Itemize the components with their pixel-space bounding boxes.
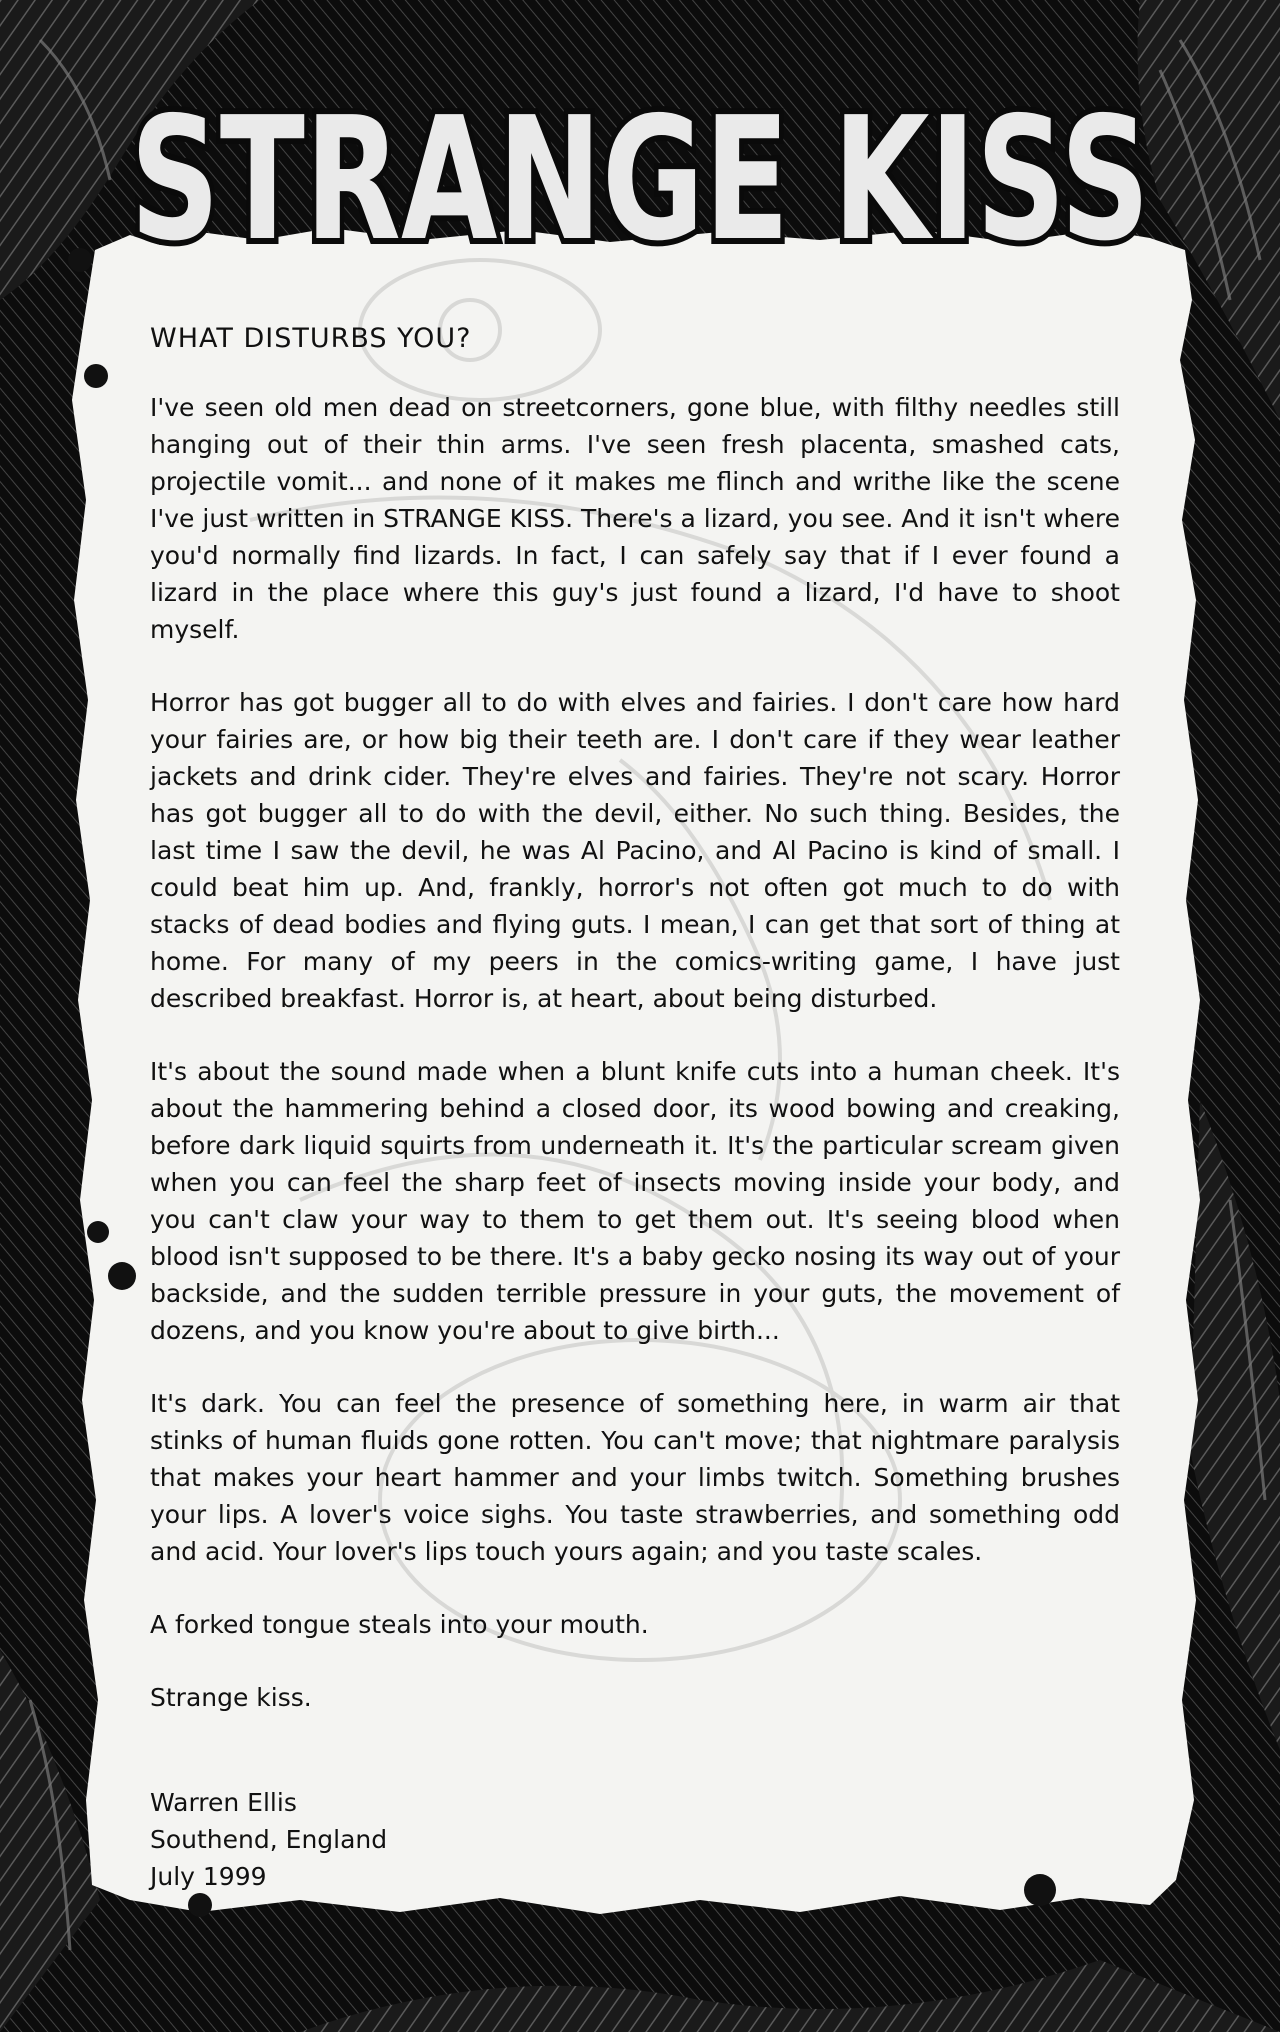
line-forked-tongue: A forked tongue steals into your mouth. <box>150 1610 649 1639</box>
line-strange-kiss: Strange kiss. <box>150 1683 312 1712</box>
author-location: Southend, England <box>150 1825 388 1854</box>
paragraph-1: I've seen old men dead on streetcorners, gone blue, with filthy needles still hanging out of their thin arms. I've seen fresh placenta, smashed cats, projectile vomit... and none of it makes me flinch and writhe like the scene I've just written in STRANGE KISS. There's a lizard, you see. And it isn't where you'd normally find lizards. In fact, I can safely say that if I ever found a lizard in the place where this guy's just found a lizard, I'd have to shoot myself. <box>150 393 1120 644</box>
essay-heading: WHAT DISTURBS YOU? <box>150 323 472 354</box>
essay-text <box>150 320 1120 1895</box>
author-name: Warren Ellis <box>150 1788 297 1817</box>
paragraph-4: It's dark. You can feel the presence of something here, in warm air that stinks of human fluids gone rotten. You can't move; that nightmare paralysis that makes your heart hammer and your limbs twitch. Something brushes your lips. A lover's voice sighs. You taste strawberries, and something odd and acid. Your lover's lips touch yours again; and you taste scales. <box>150 1389 1120 1566</box>
paragraph-2: Horror has got bugger all to do with elves and fairies. I don't care how hard your fairies are, or how big their teeth are. I don't care if they wear leather jackets and drink cider. They're elves and fairies. They're not scary. Horror has got bugger all to do with the devil, either. No such thing. Besides, the last time I saw the devil, he was Al Pacino, and Al Pacino is kind of small. I could beat him up. And, frankly, horror's not often got much to do with stacks of dead bodies and flying guts. I mean, I can get that sort of thing at home. For many of my peers in the comics-writing game, I have just described breakfast. Horror is, at heart, about being disturbed. <box>150 688 1120 1013</box>
signature-block <box>150 1784 1120 1895</box>
author-date: July 1999 <box>150 1862 267 1891</box>
paragraph-3: It's about the sound made when a blunt knife cuts into a human cheek. It's about the hammering behind a closed door, its wood bowing and creaking, before dark liquid squirts from underneath it. It's the particular scream given when you can feel the sharp feet of insects moving inside your body, and you can't claw your way to them to get them out. It's seeing blood when blood isn't supposed to be there. It's a baby gecko nosing its way out of your backside, and the sudden terrible pressure in your guts, the movement of dozens, and you know you're about to give birth... <box>150 1057 1120 1345</box>
title-logo <box>120 70 1160 270</box>
title-text: STRANGE KISS <box>130 81 1150 270</box>
